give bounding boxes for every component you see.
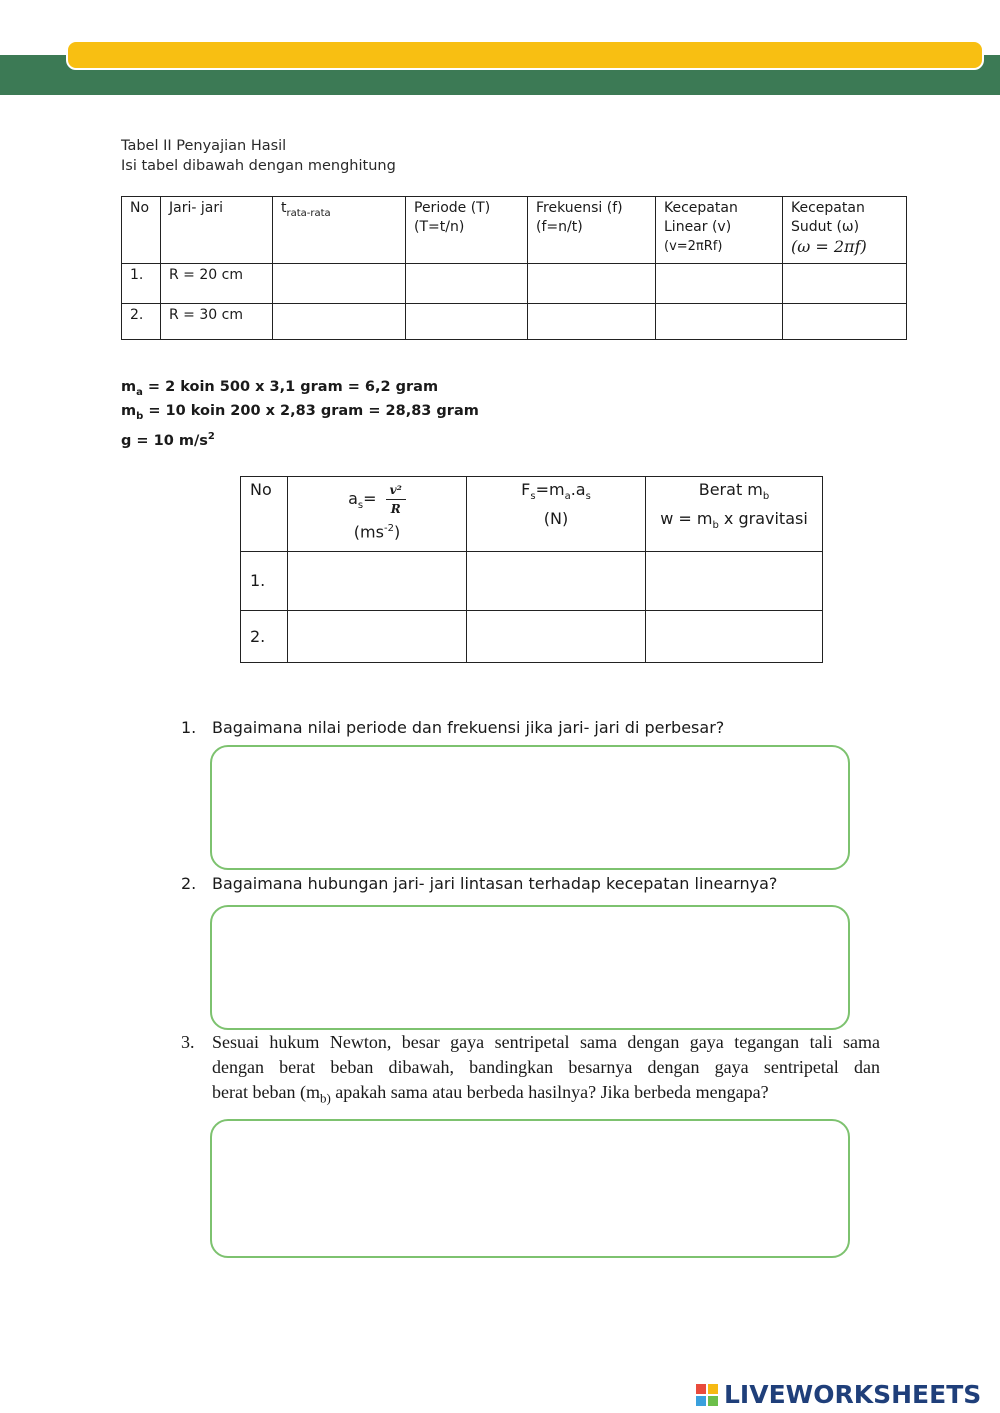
input-cell-kec-linear[interactable] bbox=[656, 304, 783, 340]
question-number: 2. bbox=[181, 874, 197, 893]
question-3 bbox=[181, 1030, 881, 1108]
input-cell-periode[interactable] bbox=[406, 304, 528, 340]
input-cell-as[interactable] bbox=[288, 552, 467, 611]
answer-box-1[interactable] bbox=[210, 745, 850, 870]
header-t-rata: $t_{rata-rata}$ bbox=[273, 197, 406, 264]
header-berat: Berat $m_b$ $w = m_b$ x gravitasi bbox=[646, 477, 823, 552]
input-cell-kec-linear[interactable] bbox=[656, 264, 783, 304]
table-row bbox=[122, 304, 907, 340]
input-cell-t[interactable] bbox=[273, 264, 406, 304]
header-yellow-band bbox=[66, 40, 984, 70]
input-cell-frekuensi[interactable] bbox=[528, 264, 656, 304]
question-text: Bagaimana hubungan jari- jari lintasan terhadap kecepatan linearnya? bbox=[212, 874, 778, 893]
input-cell-as[interactable] bbox=[288, 611, 467, 663]
header-no: No bbox=[241, 477, 288, 552]
question-number: 1. bbox=[181, 718, 197, 737]
question-number: 3. bbox=[181, 1032, 195, 1052]
table-instruction: Isi tabel dibawah dengan menghitung bbox=[121, 158, 396, 174]
input-cell-periode[interactable] bbox=[406, 264, 528, 304]
results-table-2 bbox=[240, 476, 823, 663]
question-2 bbox=[181, 873, 881, 897]
input-cell-kec-sudut[interactable] bbox=[783, 264, 907, 304]
mass-data bbox=[121, 378, 479, 451]
header-kecepatan-linear: Kecepatan Linear (v) (v=2πRf) bbox=[656, 197, 783, 264]
header-periode: Periode (T) (T=t/n) bbox=[406, 197, 528, 264]
logo-icon bbox=[696, 1384, 720, 1406]
table-row bbox=[241, 611, 823, 663]
header-as: $a_s=$ $\frac{\text{v²}}{R}$ $(ms^{-2})$ bbox=[288, 477, 467, 552]
header-no: No bbox=[122, 197, 161, 264]
cell-jari: R = 30 cm bbox=[161, 304, 273, 340]
cell-no: 1. bbox=[241, 552, 288, 611]
input-cell-fs[interactable] bbox=[467, 611, 646, 663]
input-cell-t[interactable] bbox=[273, 304, 406, 340]
cell-no: 1. bbox=[122, 264, 161, 304]
answer-box-3[interactable] bbox=[210, 1119, 850, 1258]
table-title: Tabel II Penyajian Hasil bbox=[121, 138, 287, 154]
cell-no: 2. bbox=[122, 304, 161, 340]
header-jari: Jari- jari bbox=[161, 197, 273, 264]
header-kecepatan-sudut: Kecepatan Sudut (ω) (ω = 2πf) bbox=[783, 197, 907, 264]
header-frekuensi: Frekuensi (f) (f=n/t) bbox=[528, 197, 656, 264]
gravity: g = 10 $m/s^2$ bbox=[121, 430, 215, 449]
as-fraction: $\frac{\text{v²}}{R}$ bbox=[386, 481, 406, 518]
question-1 bbox=[181, 717, 881, 741]
question-text: Bagaimana nilai periode dan frekuensi jika jari- jari di perbesar? bbox=[212, 718, 725, 737]
intro-text bbox=[121, 136, 396, 176]
input-cell-berat[interactable] bbox=[646, 552, 823, 611]
question-text: Sesuai hukum Newton, besar gaya sentripetal sama dengan gaya tegangan tali sama dengan berat beban dibawah, bandingkan besarnya dengan gaya sentripetal dan berat beban ($m_{b)}$ apakah sama atau berbeda hasilnya? Jika berbeda mengapa? bbox=[212, 1032, 880, 1106]
answer-box-2[interactable] bbox=[210, 905, 850, 1030]
cell-jari: R = 20 cm bbox=[161, 264, 273, 304]
liveworksheets-logo: LIVEWORKSHEETS bbox=[696, 1378, 996, 1410]
table-row bbox=[122, 264, 907, 304]
cell-no: 2. bbox=[241, 611, 288, 663]
input-cell-kec-sudut[interactable] bbox=[783, 304, 907, 340]
input-cell-fs[interactable] bbox=[467, 552, 646, 611]
mass-a: $m_a = 2$ koin 500 x 3,1 gram = 6,2 gram bbox=[121, 379, 439, 398]
table-header-row bbox=[122, 197, 907, 264]
input-cell-frekuensi[interactable] bbox=[528, 304, 656, 340]
table-header-row bbox=[241, 477, 823, 552]
results-table-1 bbox=[121, 196, 907, 340]
table-row bbox=[241, 552, 823, 611]
mass-b: $m_b = 10$ koin 200 x 2,83 gram = 28,83 gram bbox=[121, 403, 479, 423]
header-fs: $F_s=m_a.a_s$ (N) bbox=[467, 477, 646, 552]
input-cell-berat[interactable] bbox=[646, 611, 823, 663]
